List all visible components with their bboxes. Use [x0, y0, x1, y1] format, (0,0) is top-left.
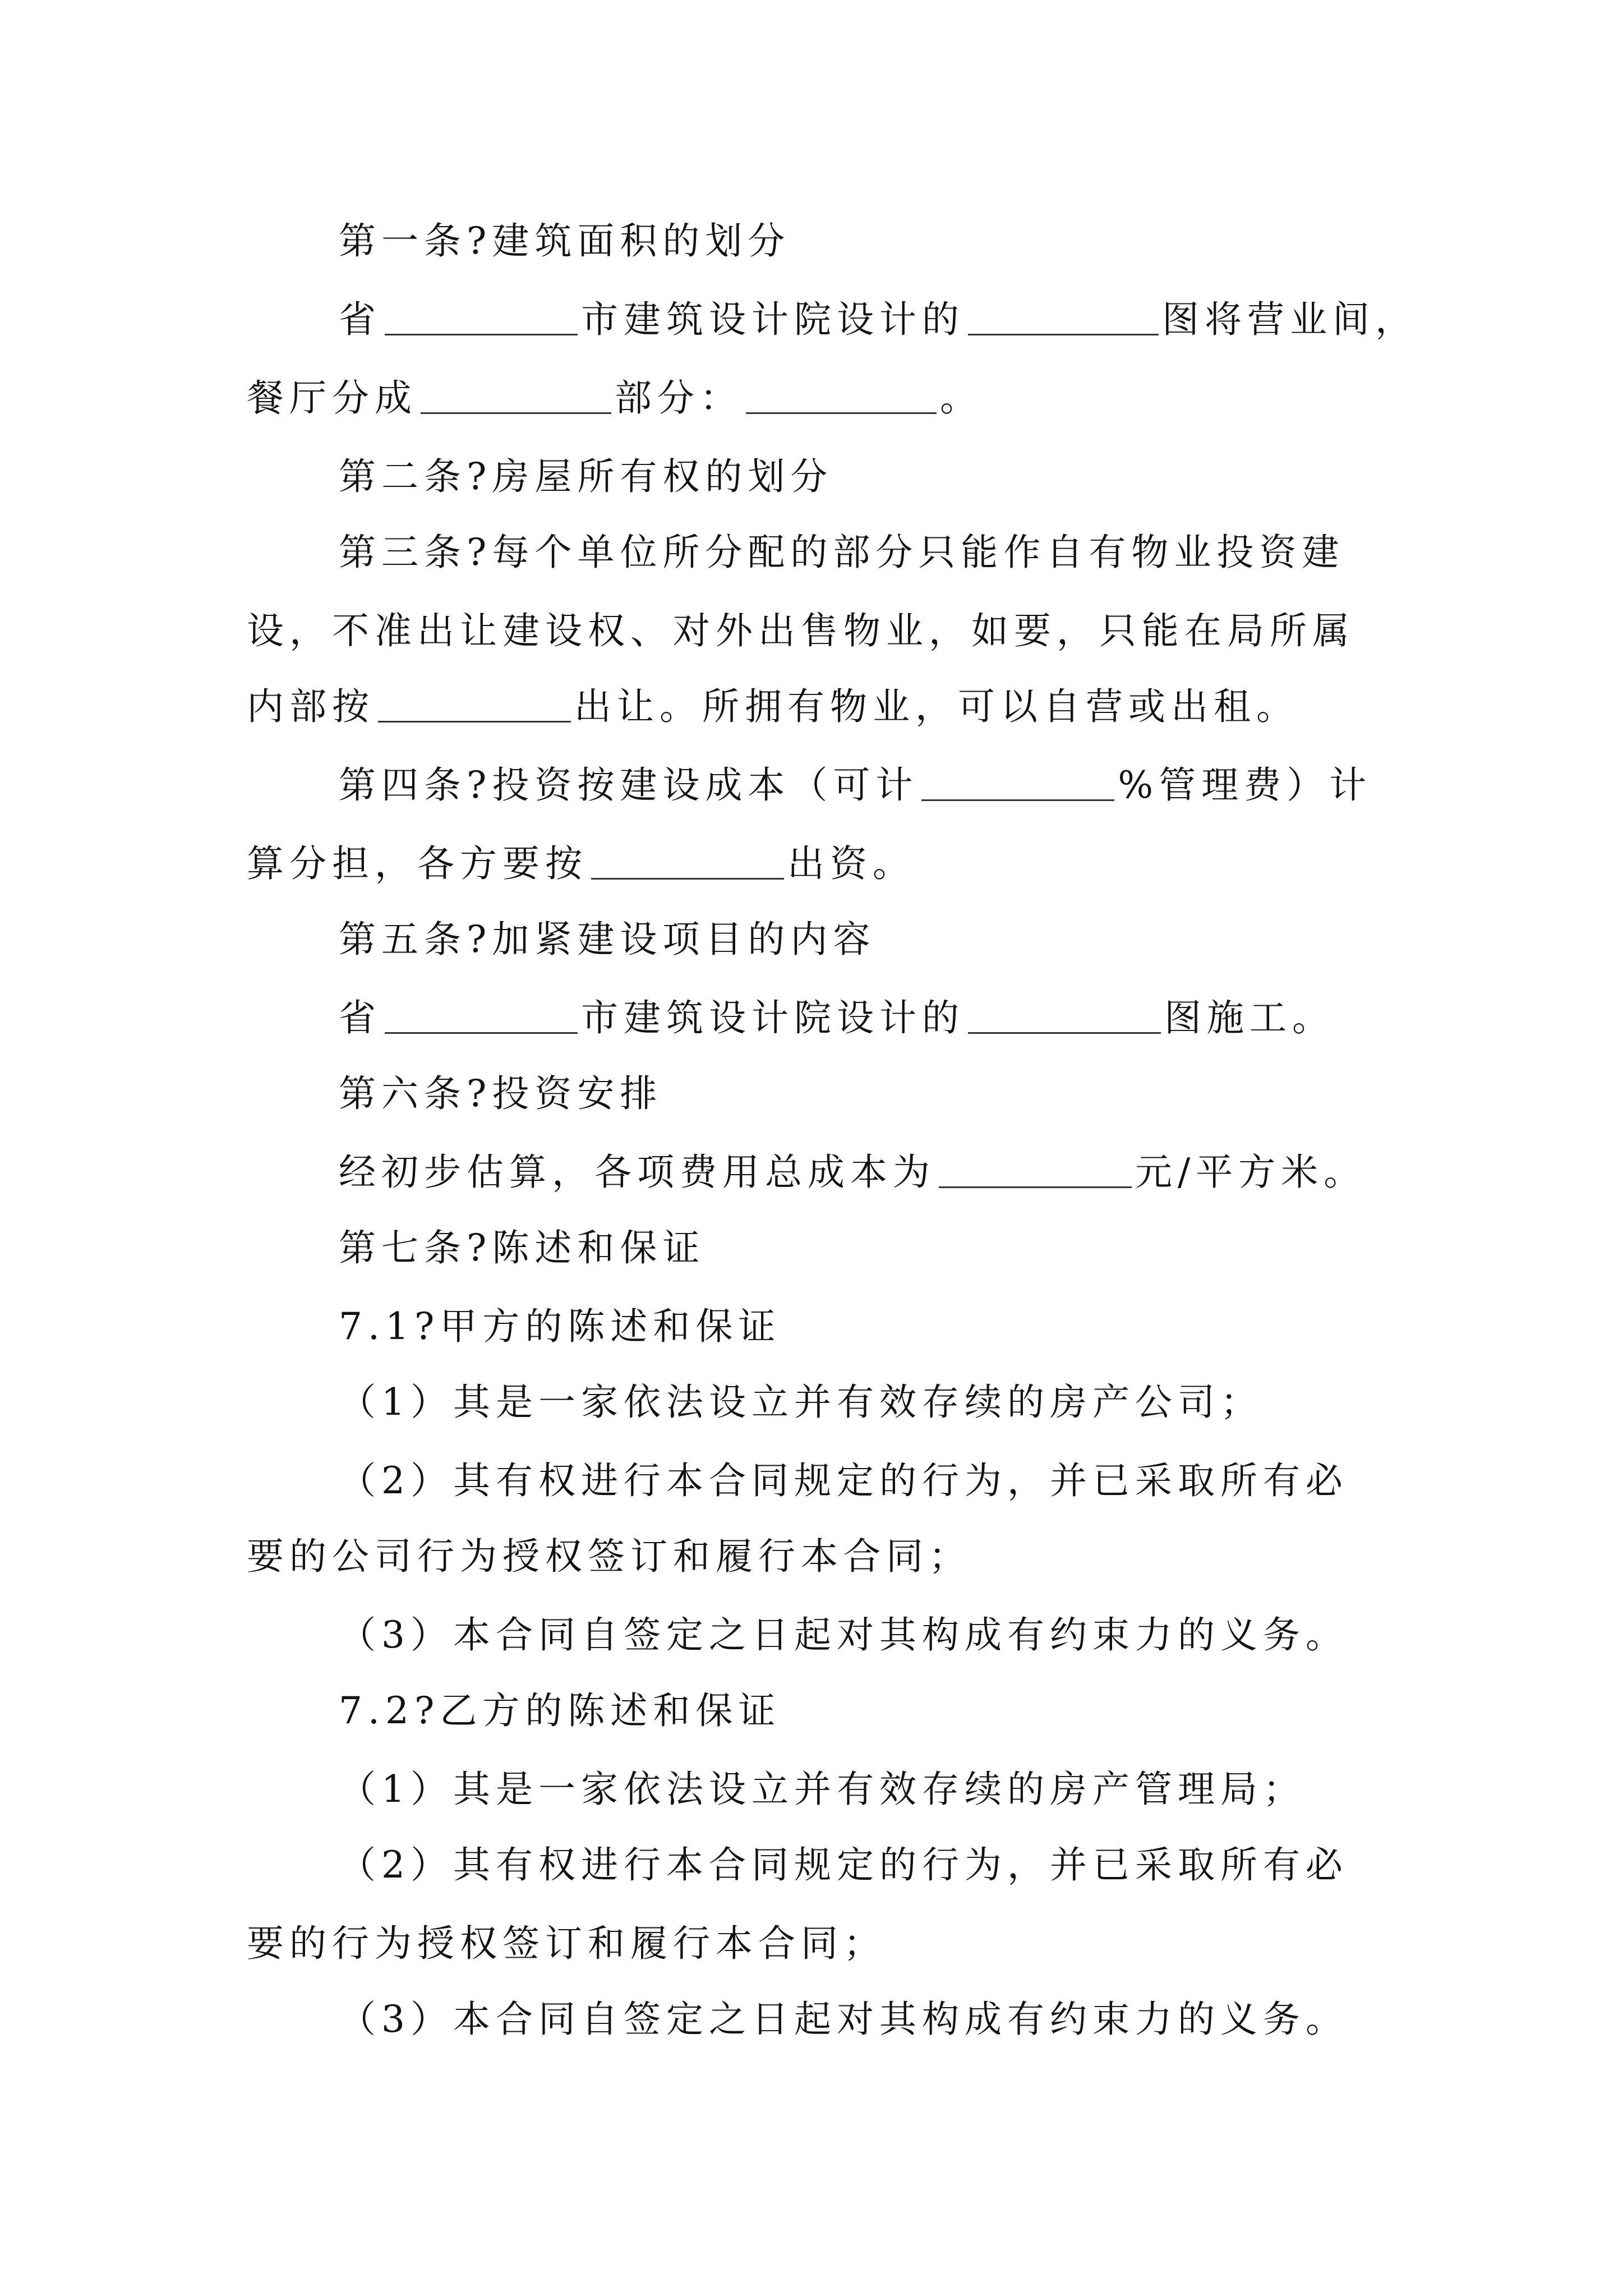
- blank-parts-count: [421, 378, 611, 414]
- blank-parts-detail: [746, 378, 937, 414]
- clause-7-1-title: [0, 1293, 1623, 1360]
- blank-contribution-basis: [591, 843, 784, 880]
- clause-4-line-2: [0, 830, 1623, 898]
- clause-6-title: [0, 1060, 1623, 1128]
- clause-7-2-title-text: 7.2?乙方的陈述和保证: [339, 1689, 781, 1732]
- clause-4-line-1: [0, 752, 1623, 819]
- text-segment: 市建筑设计院设计的: [581, 298, 965, 341]
- clause-3-line-3: [0, 673, 1623, 740]
- clause-7-2-item-3: [0, 1986, 1623, 2053]
- clause-7-title-text: 第七条?陈述和保证: [339, 1226, 706, 1269]
- clause-7-1-item-2-line-2: [0, 1523, 1623, 1590]
- clause-7-title: [0, 1214, 1623, 1282]
- text-segment: （1）其是一家依法设立并有效存续的房产公司；: [339, 1381, 1263, 1424]
- text-segment: 元/平方米。: [1135, 1151, 1367, 1194]
- blank-drawing: [968, 299, 1159, 335]
- text-segment: 图将营业间，: [1162, 298, 1418, 341]
- clause-2-title-text: 第二条?房屋所有权的划分: [339, 455, 833, 498]
- clause-7-1-item-2-line-1: [0, 1447, 1623, 1515]
- blank-unit-cost: [939, 1152, 1132, 1188]
- clause-5-title-text: 第五条?加紧建设项目的内容: [339, 918, 876, 961]
- text-segment: 算分担，各方要按: [247, 842, 588, 885]
- clause-1-line-1: [0, 286, 1623, 353]
- text-segment: 省: [339, 996, 381, 1039]
- clause-1-line-2: [0, 365, 1623, 432]
- text-segment: 市建筑设计院设计的: [581, 996, 965, 1039]
- clause-7-2-item-2-line-1: [0, 1832, 1623, 1899]
- clause-3-line-1: [0, 519, 1623, 586]
- text-segment: 第四条?投资按建设成本（可计: [339, 763, 919, 807]
- text-segment: 餐厅分成: [247, 376, 417, 420]
- clause-2-title: [0, 443, 1623, 510]
- text-segment: 出资。: [787, 842, 915, 885]
- text-segment: （2）其有权进行本合同规定的行为，并已采取所有必: [339, 1459, 1348, 1502]
- text-segment: 经初步估算，各项费用总成本为: [339, 1151, 935, 1194]
- blank-drawing: [968, 997, 1161, 1034]
- text-segment: 内部按: [247, 685, 375, 728]
- text-segment: 出让。所拥有物业，可以自营或出租。: [574, 685, 1299, 728]
- clause-7-1-item-3: [0, 1602, 1623, 1669]
- blank-transfer-method: [378, 686, 571, 723]
- text-segment: %管理费）计: [1118, 763, 1372, 807]
- blank-province: [385, 299, 578, 335]
- text-segment: 部分：: [615, 376, 743, 420]
- blank-province: [385, 997, 578, 1034]
- clause-6-line-1: [0, 1139, 1623, 1206]
- text-segment: 要的公司行为授权签订和履行本合同；: [247, 1535, 971, 1578]
- clause-7-2-item-2-line-2: [0, 1910, 1623, 1977]
- text-segment: 图施工。: [1164, 996, 1335, 1039]
- clause-7-1-title-text: 7.1?甲方的陈述和保证: [339, 1305, 781, 1348]
- clause-6-title-text: 第六条?投资安排: [339, 1072, 663, 1115]
- text-segment: 。: [940, 376, 983, 420]
- clause-7-2-item-1: [0, 1756, 1623, 1823]
- text-segment: 设，不准出让建设权、对外出售物业，如要，只能在局所属: [247, 609, 1355, 652]
- clause-1-title-text: 第一条?建筑面积的划分: [339, 219, 791, 263]
- clause-7-1-item-1: [0, 1369, 1623, 1436]
- clause-7-2-title: [0, 1677, 1623, 1745]
- text-segment: 省: [339, 298, 381, 341]
- clause-5-line-1: [0, 984, 1623, 1052]
- clause-3-line-2: [0, 597, 1623, 665]
- text-segment: 第三条?每个单位所分配的部分只能作自有物业投资建: [339, 531, 1345, 574]
- text-segment: （3）本合同自签定之日起对其构成有约束力的义务。: [339, 1613, 1348, 1657]
- blank-management-fee: [921, 765, 1114, 801]
- text-segment: 要的行为授权签订和履行本合同；: [247, 1922, 886, 1965]
- text-segment: （3）本合同自签定之日起对其构成有约束力的义务。: [339, 1998, 1348, 2041]
- text-segment: （2）其有权进行本合同规定的行为，并已采取所有必: [339, 1843, 1348, 1887]
- text-segment: （1）其是一家依法设立并有效存续的房产管理局；: [339, 1768, 1306, 1811]
- clause-1-title: [0, 208, 1623, 275]
- clause-5-title: [0, 906, 1623, 973]
